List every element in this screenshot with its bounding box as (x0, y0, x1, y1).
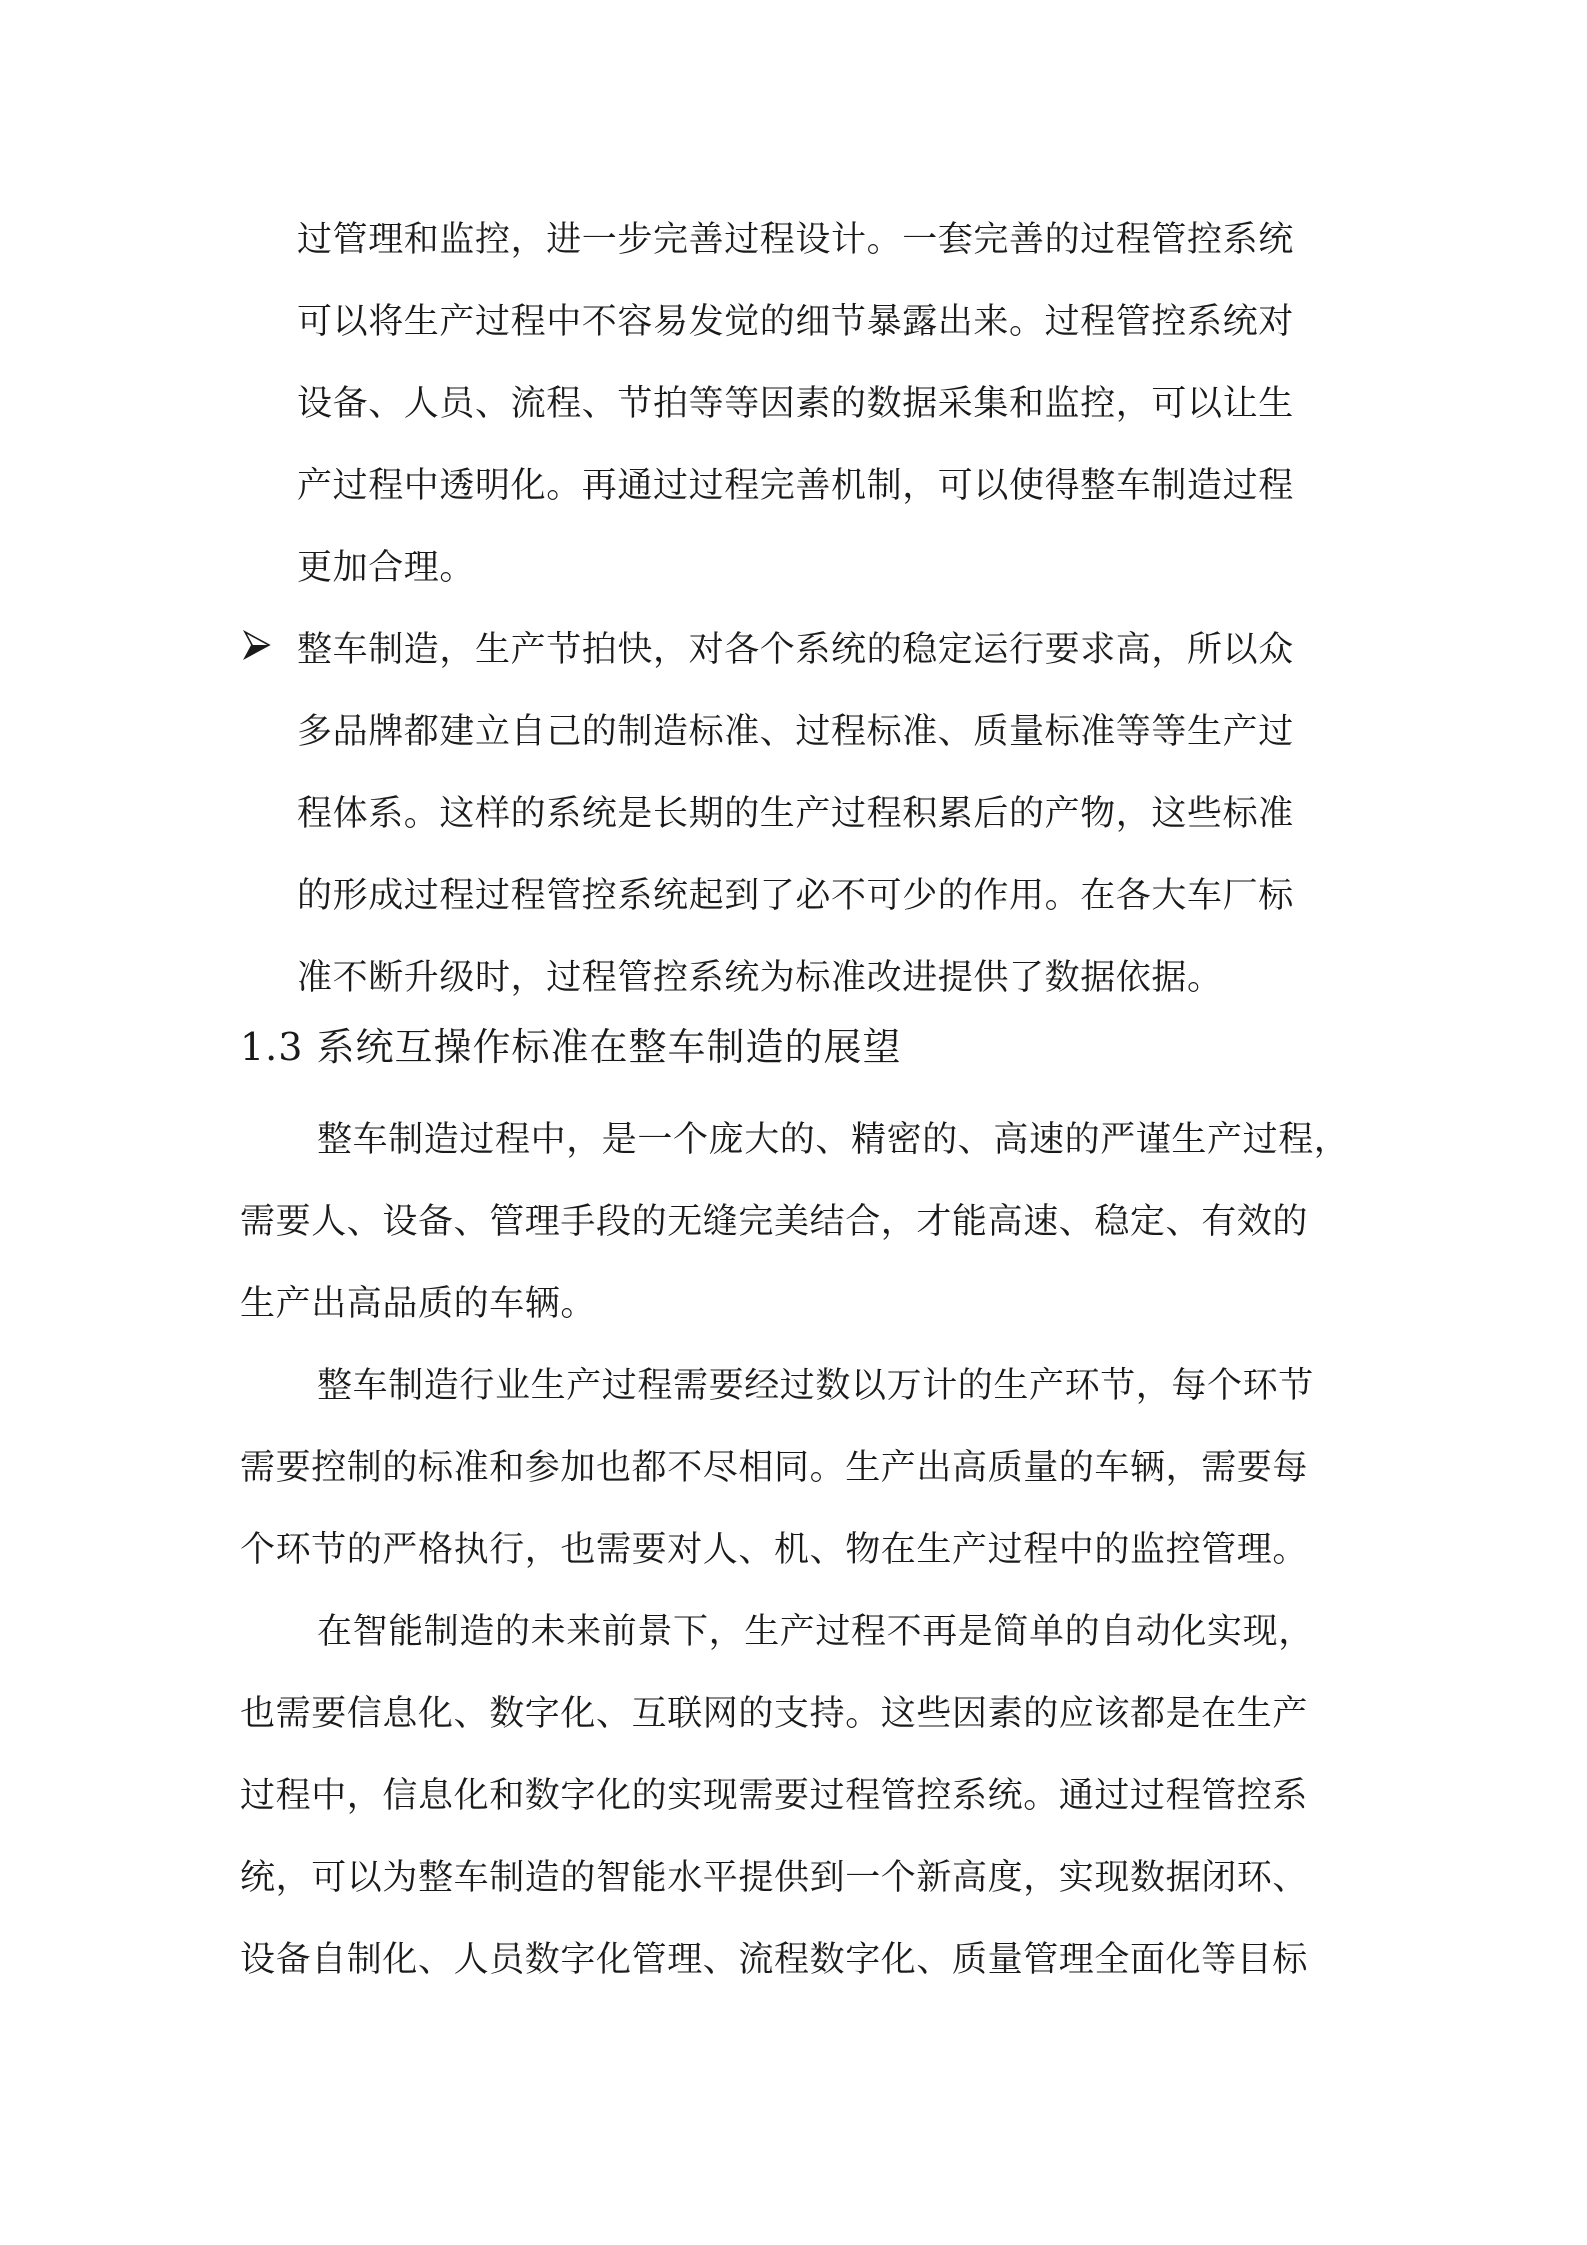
paragraph-line: 也需要信息化、数字化、互联网的支持。这些因素的应该都是在生产 (240, 1694, 1309, 1734)
paragraph-line: 可以将生产过程中不容易发觉的细节暴露出来。过程管控系统对 (297, 302, 1294, 342)
paragraph-line: 过管理和监控，进一步完善过程设计。一套完善的过程管控系统 (297, 220, 1294, 260)
bullet-line: 多品牌都建立自己的制造标准、过程标准、质量标准等等生产过 (297, 712, 1294, 752)
paragraph-line: 设备自制化、人员数字化管理、流程数字化、质量管理全面化等目标 (240, 1940, 1309, 1980)
paragraph-line: 需要控制的标准和参加也都不尽相同。生产出高质量的车辆，需要每 (240, 1448, 1309, 1488)
paragraph-line: 更加合理。 (297, 548, 476, 588)
arrow-bullet-icon (243, 630, 271, 660)
paragraph-line: 需要人、设备、管理手段的无缝完美结合，才能高速、稳定、有效的 (240, 1202, 1309, 1242)
paragraph-line: 整车制造行业生产过程需要经过数以万计的生产环节，每个环节 (317, 1366, 1314, 1406)
paragraph-line: 产过程中透明化。再通过过程完善机制，可以使得整车制造过程 (297, 466, 1294, 506)
bullet-line: 准不断升级时，过程管控系统为标准改进提供了数据依据。 (297, 958, 1223, 998)
paragraph-line: 在智能制造的未来前景下，生产过程不再是简单的自动化实现， (317, 1612, 1314, 1652)
paragraph-line: 整车制造过程中，是一个庞大的、精密的、高速的严谨生产过程， (317, 1120, 1350, 1160)
paragraph-line: 生产出高品质的车辆。 (240, 1284, 597, 1324)
bullet-line: 程体系。这样的系统是长期的生产过程积累后的产物，这些标准 (297, 794, 1294, 834)
paragraph-line: 设备、人员、流程、节拍等等因素的数据采集和监控，可以让生 (297, 384, 1294, 424)
bullet-line: 整车制造，生产节拍快，对各个系统的稳定运行要求高，所以众 (297, 630, 1294, 670)
paragraph-line: 过程中，信息化和数字化的实现需要过程管控系统。通过过程管控系 (240, 1776, 1309, 1816)
bullet-line: 的形成过程过程管控系统起到了必不可少的作用。在各大车厂标 (297, 876, 1294, 916)
paragraph-line: 个环节的严格执行，也需要对人、机、物在生产过程中的监控管理。 (240, 1530, 1309, 1570)
paragraph-line: 统，可以为整车制造的智能水平提供到一个新高度，实现数据闭环、 (240, 1858, 1309, 1898)
section-heading: 1.3 系统互操作标准在整车制造的展望 (240, 1025, 902, 1069)
